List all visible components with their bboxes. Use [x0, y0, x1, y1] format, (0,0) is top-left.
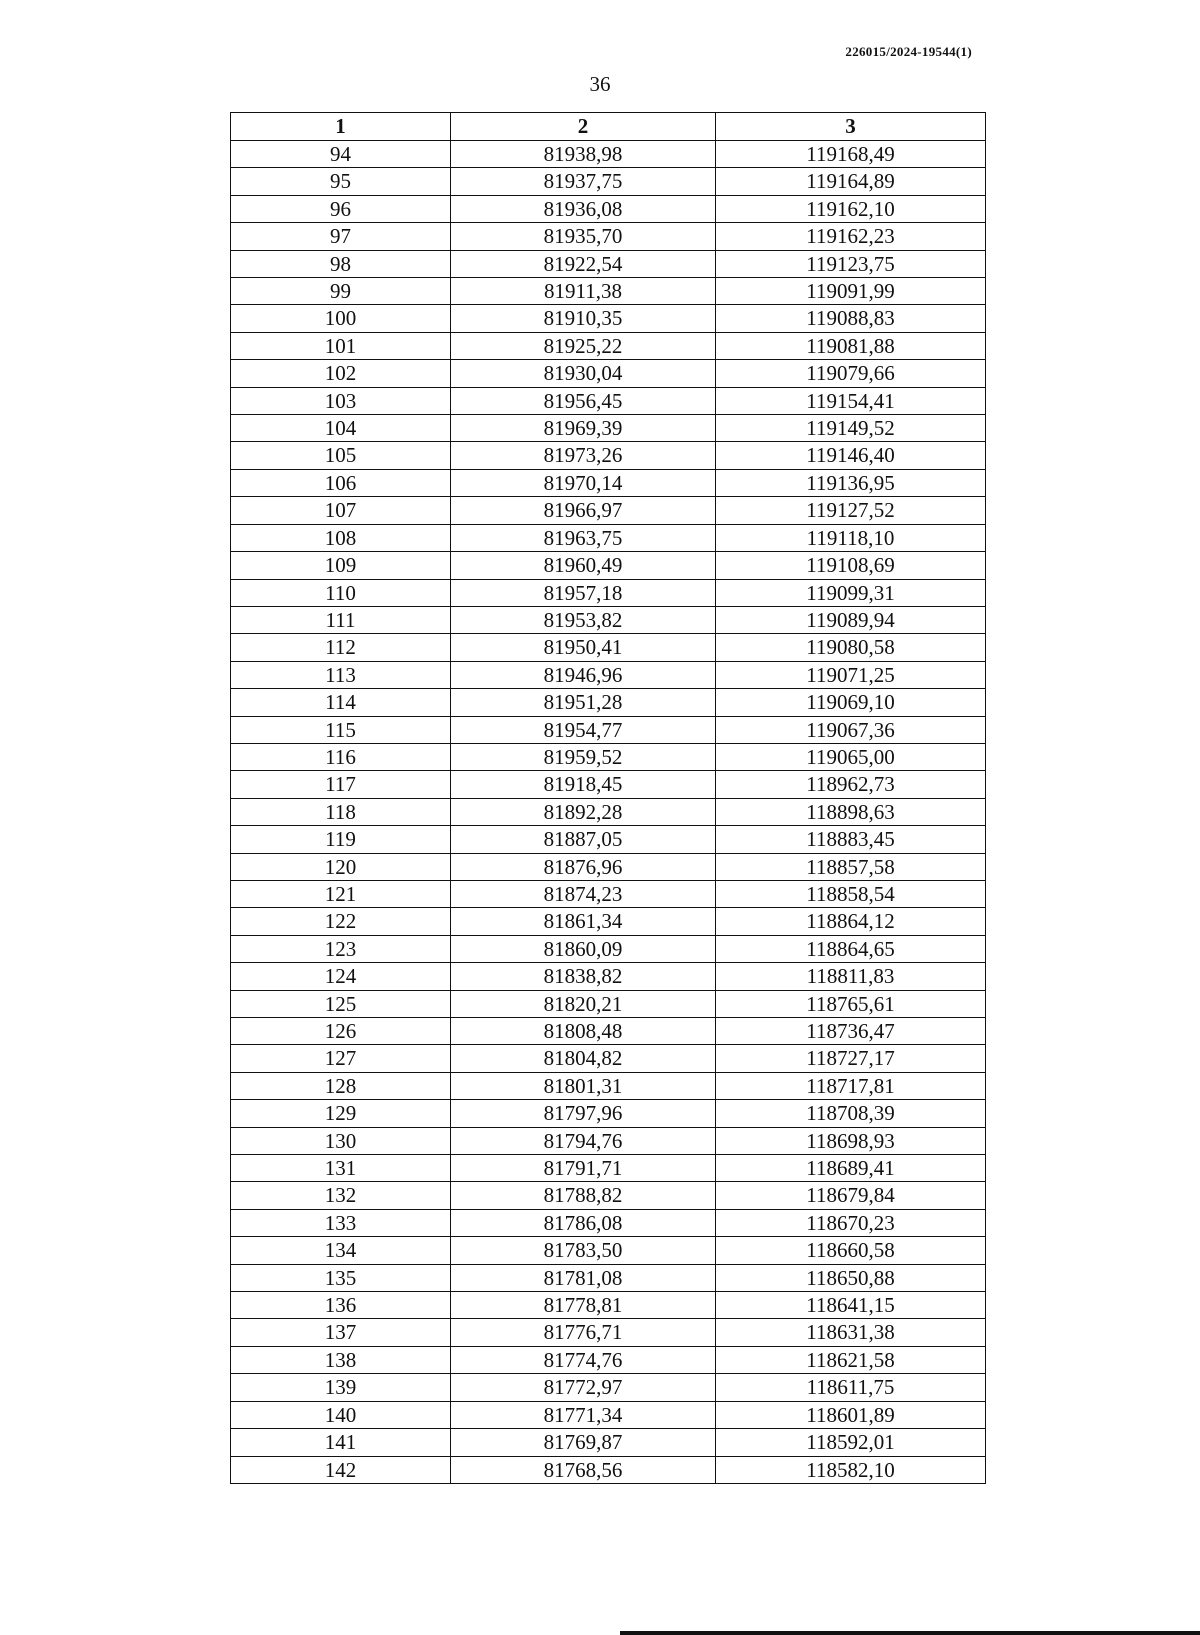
table-cell-col-3: 118601,89: [716, 1401, 986, 1428]
table-cell-col-2: 81794,76: [451, 1127, 716, 1154]
table-row: [231, 1237, 986, 1264]
table-body: [231, 141, 986, 1484]
table-cell-col-3: 119149,52: [716, 415, 986, 442]
table-cell-col-3: 119071,25: [716, 661, 986, 688]
table-row: [231, 168, 986, 195]
table-row: [231, 1456, 986, 1483]
table-cell-col-2: 81769,87: [451, 1429, 716, 1456]
table-cell-col-1: 131: [231, 1155, 451, 1182]
table-cell-col-2: 81781,08: [451, 1264, 716, 1291]
table-cell-col-2: 81930,04: [451, 360, 716, 387]
table-cell-col-2: 81797,96: [451, 1100, 716, 1127]
table-cell-col-1: 102: [231, 360, 451, 387]
table-row: [231, 716, 986, 743]
table-cell-col-2: 81935,70: [451, 223, 716, 250]
table-cell-col-2: 81956,45: [451, 387, 716, 414]
table-cell-col-1: 121: [231, 880, 451, 907]
table-cell-col-1: 111: [231, 606, 451, 633]
table-row: [231, 1182, 986, 1209]
document-number: 226015/2024-19544(1): [845, 44, 972, 59]
table-cell-col-3: 119162,23: [716, 223, 986, 250]
table-cell-col-1: 100: [231, 305, 451, 332]
column-header-2: 2: [451, 113, 716, 141]
table-cell-col-1: 125: [231, 990, 451, 1017]
table-cell-col-3: 119091,99: [716, 278, 986, 305]
table-cell-col-3: 119123,75: [716, 250, 986, 277]
table-cell-col-3: 119089,94: [716, 606, 986, 633]
table-cell-col-1: 105: [231, 442, 451, 469]
table-cell-col-1: 103: [231, 387, 451, 414]
table-cell-col-2: 81938,98: [451, 141, 716, 168]
table-row: [231, 552, 986, 579]
table-row: [231, 1429, 986, 1456]
table-row: [231, 305, 986, 332]
table-cell-col-2: 81874,23: [451, 880, 716, 907]
table-row: [231, 661, 986, 688]
table-row: [231, 798, 986, 825]
coordinates-table: [230, 112, 986, 1484]
table-cell-col-2: 81918,45: [451, 771, 716, 798]
table-cell-col-3: 118708,39: [716, 1100, 986, 1127]
table-cell-col-1: 101: [231, 332, 451, 359]
table-cell-col-1: 135: [231, 1264, 451, 1291]
table-cell-col-1: 108: [231, 524, 451, 551]
table-cell-col-2: 81946,96: [451, 661, 716, 688]
table-cell-col-1: 104: [231, 415, 451, 442]
table-cell-col-3: 118698,93: [716, 1127, 986, 1154]
table-cell-col-2: 81953,82: [451, 606, 716, 633]
table-cell-col-2: 81801,31: [451, 1072, 716, 1099]
table-row: [231, 1374, 986, 1401]
column-header-3: 3: [716, 113, 986, 141]
table-cell-col-2: 81774,76: [451, 1346, 716, 1373]
table-row: [231, 1209, 986, 1236]
table-cell-col-3: 119079,66: [716, 360, 986, 387]
table-row: [231, 1100, 986, 1127]
table-row: [231, 579, 986, 606]
table-cell-col-1: 122: [231, 908, 451, 935]
table-cell-col-2: 81963,75: [451, 524, 716, 551]
table-cell-col-3: 119080,58: [716, 634, 986, 661]
table-row: [231, 908, 986, 935]
table-row: [231, 634, 986, 661]
table-cell-col-3: 119118,10: [716, 524, 986, 551]
table-cell-col-3: 118765,61: [716, 990, 986, 1017]
table-cell-col-3: 118864,65: [716, 935, 986, 962]
table-cell-col-3: 119162,10: [716, 195, 986, 222]
table-cell-col-2: 81772,97: [451, 1374, 716, 1401]
table-cell-col-3: 119069,10: [716, 689, 986, 716]
table-cell-col-2: 81768,56: [451, 1456, 716, 1483]
table-row: [231, 250, 986, 277]
table-cell-col-3: 119168,49: [716, 141, 986, 168]
table-cell-col-2: 81910,35: [451, 305, 716, 332]
table-cell-col-2: 81771,34: [451, 1401, 716, 1428]
table-cell-col-2: 81969,39: [451, 415, 716, 442]
table-cell-col-2: 81911,38: [451, 278, 716, 305]
table-row: [231, 469, 986, 496]
table-cell-col-2: 81959,52: [451, 743, 716, 770]
table-row: [231, 935, 986, 962]
table-cell-col-3: 118864,12: [716, 908, 986, 935]
table-row: [231, 415, 986, 442]
table-cell-col-1: 99: [231, 278, 451, 305]
table-row: [231, 1401, 986, 1428]
table-cell-col-1: 138: [231, 1346, 451, 1373]
table-cell-col-3: 118727,17: [716, 1045, 986, 1072]
table-row: [231, 963, 986, 990]
table-cell-col-3: 118898,63: [716, 798, 986, 825]
table-cell-col-2: 81860,09: [451, 935, 716, 962]
table-cell-col-1: 114: [231, 689, 451, 716]
table-cell-col-3: 118660,58: [716, 1237, 986, 1264]
table-cell-col-3: 118650,88: [716, 1264, 986, 1291]
table-cell-col-2: 81783,50: [451, 1237, 716, 1264]
table-cell-col-3: 119108,69: [716, 552, 986, 579]
table-cell-col-2: 81922,54: [451, 250, 716, 277]
table-cell-col-1: 118: [231, 798, 451, 825]
table-cell-col-3: 118592,01: [716, 1429, 986, 1456]
table-cell-col-3: 119099,31: [716, 579, 986, 606]
table-cell-col-3: 119088,83: [716, 305, 986, 332]
bottom-rule: [620, 1631, 1200, 1635]
table-cell-col-1: 110: [231, 579, 451, 606]
table-cell-col-2: 81778,81: [451, 1292, 716, 1319]
table-row: [231, 195, 986, 222]
table-cell-col-2: 81973,26: [451, 442, 716, 469]
table-cell-col-2: 81950,41: [451, 634, 716, 661]
table-cell-col-3: 118621,58: [716, 1346, 986, 1373]
table-row: [231, 360, 986, 387]
table-cell-col-1: 128: [231, 1072, 451, 1099]
table-cell-col-1: 141: [231, 1429, 451, 1456]
table-cell-col-3: 119067,36: [716, 716, 986, 743]
table-cell-col-2: 81925,22: [451, 332, 716, 359]
table-row: [231, 826, 986, 853]
table-cell-col-2: 81951,28: [451, 689, 716, 716]
table-cell-col-1: 119: [231, 826, 451, 853]
table-cell-col-1: 96: [231, 195, 451, 222]
table-cell-col-2: 81876,96: [451, 853, 716, 880]
table-cell-col-1: 129: [231, 1100, 451, 1127]
table-cell-col-2: 81861,34: [451, 908, 716, 935]
table-cell-col-2: 81791,71: [451, 1155, 716, 1182]
column-header-1: 1: [231, 113, 451, 141]
table-cell-col-2: 81966,97: [451, 497, 716, 524]
table-cell-col-3: 119154,41: [716, 387, 986, 414]
table-row: [231, 606, 986, 633]
table-cell-col-1: 116: [231, 743, 451, 770]
table-cell-col-1: 136: [231, 1292, 451, 1319]
table-cell-col-1: 117: [231, 771, 451, 798]
table-row: [231, 990, 986, 1017]
table-cell-col-1: 109: [231, 552, 451, 579]
table-cell-col-1: 139: [231, 1374, 451, 1401]
table-cell-col-3: 118582,10: [716, 1456, 986, 1483]
table-cell-col-3: 119146,40: [716, 442, 986, 469]
table-row: [231, 497, 986, 524]
table-cell-col-1: 95: [231, 168, 451, 195]
table-cell-col-1: 142: [231, 1456, 451, 1483]
table-row: [231, 853, 986, 880]
table-cell-col-1: 132: [231, 1182, 451, 1209]
table-cell-col-1: 130: [231, 1127, 451, 1154]
table-cell-col-3: 118611,75: [716, 1374, 986, 1401]
table-cell-col-1: 94: [231, 141, 451, 168]
table-cell-col-3: 119136,95: [716, 469, 986, 496]
table-cell-col-2: 81957,18: [451, 579, 716, 606]
table-cell-col-1: 140: [231, 1401, 451, 1428]
table-cell-col-3: 118631,38: [716, 1319, 986, 1346]
table-row: [231, 1018, 986, 1045]
table-cell-col-1: 124: [231, 963, 451, 990]
table-cell-col-3: 118857,58: [716, 853, 986, 880]
table-cell-col-1: 133: [231, 1209, 451, 1236]
table-cell-col-1: 126: [231, 1018, 451, 1045]
table-cell-col-3: 118736,47: [716, 1018, 986, 1045]
table-cell-col-3: 118717,81: [716, 1072, 986, 1099]
table-row: [231, 1045, 986, 1072]
table-cell-col-3: 118962,73: [716, 771, 986, 798]
table-cell-col-3: 118883,45: [716, 826, 986, 853]
table-cell-col-2: 81788,82: [451, 1182, 716, 1209]
table-cell-col-2: 81960,49: [451, 552, 716, 579]
table-cell-col-2: 81892,28: [451, 798, 716, 825]
table-row: [231, 332, 986, 359]
table-cell-col-1: 127: [231, 1045, 451, 1072]
table-cell-col-2: 81820,21: [451, 990, 716, 1017]
table-row: [231, 223, 986, 250]
table-cell-col-1: 112: [231, 634, 451, 661]
table-cell-col-3: 118670,23: [716, 1209, 986, 1236]
table-row: [231, 1072, 986, 1099]
table-cell-col-3: 118679,84: [716, 1182, 986, 1209]
table-cell-col-1: 98: [231, 250, 451, 277]
table-cell-col-1: 97: [231, 223, 451, 250]
table-row: [231, 771, 986, 798]
table-cell-col-1: 134: [231, 1237, 451, 1264]
table-cell-col-3: 119081,88: [716, 332, 986, 359]
table-cell-col-3: 118641,15: [716, 1292, 986, 1319]
table-cell-col-2: 81804,82: [451, 1045, 716, 1072]
table-row: [231, 880, 986, 907]
table-cell-col-2: 81937,75: [451, 168, 716, 195]
table-row: [231, 689, 986, 716]
table-row: [231, 1155, 986, 1182]
table-cell-col-3: 119127,52: [716, 497, 986, 524]
table-cell-col-2: 81808,48: [451, 1018, 716, 1045]
table-cell-col-2: 81776,71: [451, 1319, 716, 1346]
page-number: 36: [589, 72, 611, 96]
table-cell-col-3: 118811,83: [716, 963, 986, 990]
table-cell-col-3: 119065,00: [716, 743, 986, 770]
table-cell-col-3: 119164,89: [716, 168, 986, 195]
table-cell-col-1: 137: [231, 1319, 451, 1346]
table-cell-col-2: 81936,08: [451, 195, 716, 222]
table-cell-col-1: 120: [231, 853, 451, 880]
table-row: [231, 524, 986, 551]
table-cell-col-2: 81786,08: [451, 1209, 716, 1236]
table-cell-col-1: 113: [231, 661, 451, 688]
table-row: [231, 278, 986, 305]
table-row: [231, 743, 986, 770]
table-cell-col-1: 115: [231, 716, 451, 743]
table-cell-col-1: 123: [231, 935, 451, 962]
table-cell-col-1: 106: [231, 469, 451, 496]
table-cell-col-2: 81838,82: [451, 963, 716, 990]
table-cell-col-1: 107: [231, 497, 451, 524]
table-header-row: [231, 113, 986, 141]
table-row: [231, 1264, 986, 1291]
table-row: [231, 1319, 986, 1346]
table-row: [231, 387, 986, 414]
table-cell-col-3: 118858,54: [716, 880, 986, 907]
table-cell-col-2: 81970,14: [451, 469, 716, 496]
table-cell-col-3: 118689,41: [716, 1155, 986, 1182]
table-row: [231, 1346, 986, 1373]
table-row: [231, 1292, 986, 1319]
table-row: [231, 442, 986, 469]
table-cell-col-2: 81954,77: [451, 716, 716, 743]
table-cell-col-2: 81887,05: [451, 826, 716, 853]
table-row: [231, 1127, 986, 1154]
table-row: [231, 141, 986, 168]
